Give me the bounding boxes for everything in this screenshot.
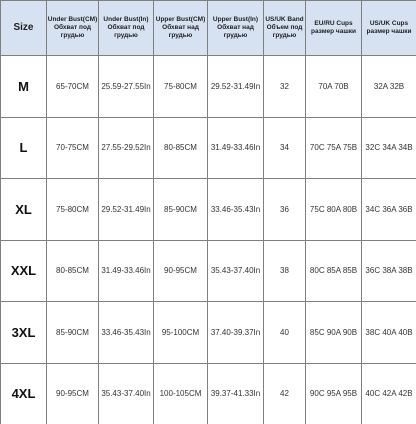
table-row bbox=[1, 302, 416, 364]
table-cell: 29.52-31.49In bbox=[208, 56, 264, 118]
table-row bbox=[1, 117, 416, 179]
table-cell: 35.43-37.40In bbox=[208, 240, 264, 302]
column-header-size bbox=[1, 1, 47, 56]
table-cell: 38 bbox=[264, 240, 306, 302]
column-header-sublabel: Обхват под грудью bbox=[54, 24, 91, 39]
column-header-sublabel: размер чашки bbox=[311, 28, 356, 35]
table-cell: 38C 40A 40B bbox=[362, 302, 416, 364]
table-cell: 100-105CM bbox=[154, 363, 208, 424]
column-header-us-uk-cups bbox=[362, 1, 416, 56]
table-cell: 34 bbox=[264, 117, 306, 179]
column-header-sublabel: Обхват над грудью bbox=[162, 24, 199, 39]
column-header-us-uk-band bbox=[264, 1, 306, 56]
table-cell: 29.52-31.49In bbox=[99, 179, 154, 241]
table-cell: 90-95CM bbox=[154, 240, 208, 302]
column-header-sublabel: Обхват под грудью bbox=[107, 24, 145, 39]
column-header-eu-ru-cups bbox=[306, 1, 362, 56]
table-cell: 36 bbox=[264, 179, 306, 241]
table-cell: 25.59-27.55In bbox=[99, 56, 154, 118]
table-row bbox=[1, 56, 416, 118]
table-cell: 40 bbox=[264, 302, 306, 364]
table-cell: 40C 42A 42B bbox=[362, 363, 416, 424]
table-cell: 90-95CM bbox=[47, 363, 99, 424]
table-row bbox=[1, 363, 416, 424]
column-header-label: US/UK Band bbox=[265, 16, 304, 23]
column-header-label: Under Bust(In) bbox=[103, 16, 149, 23]
table-cell: 31.49-33.46In bbox=[99, 240, 154, 302]
table-cell: 34C 36A 36B bbox=[362, 179, 416, 241]
table-cell: 80-85CM bbox=[47, 240, 99, 302]
table-cell: 70-75CM bbox=[47, 117, 99, 179]
table-cell: 32 bbox=[264, 56, 306, 118]
size-cell: 4XL bbox=[1, 363, 47, 424]
table-cell: 33.46-35.43In bbox=[99, 302, 154, 364]
table-cell: 85-90CM bbox=[47, 302, 99, 364]
table-cell: 80C 85A 85B bbox=[306, 240, 362, 302]
table-row bbox=[1, 240, 416, 302]
table-cell: 35.43-37.40In bbox=[99, 363, 154, 424]
table-cell: 39.37-41.33In bbox=[208, 363, 264, 424]
table-cell: 70A 70B bbox=[306, 56, 362, 118]
table-cell: 75-80CM bbox=[47, 179, 99, 241]
table-cell: 31.49-33.46In bbox=[208, 117, 264, 179]
table-cell: 85-90CM bbox=[154, 179, 208, 241]
table-cell: 33.46-35.43In bbox=[208, 179, 264, 241]
column-header-upper-bust-in bbox=[208, 1, 264, 56]
table-cell: 85C 90A 90B bbox=[306, 302, 362, 364]
column-header-label: Upper Bust(CM) bbox=[155, 16, 206, 23]
table-cell: 37.40-39.37In bbox=[208, 302, 264, 364]
size-cell: L bbox=[1, 117, 47, 179]
table-cell: 75-80CM bbox=[154, 56, 208, 118]
column-header-sublabel: Обхват над грудью bbox=[217, 24, 254, 39]
column-header-label: Upper Bust(In) bbox=[212, 16, 259, 23]
size-cell: 3XL bbox=[1, 302, 47, 364]
column-header-label: Size bbox=[13, 22, 34, 33]
column-header-sublabel: размер чашки bbox=[366, 28, 412, 35]
table-cell: 90C 95A 95B bbox=[306, 363, 362, 424]
size-cell: M bbox=[1, 56, 47, 118]
size-cell: XXL bbox=[1, 240, 47, 302]
header-row bbox=[1, 1, 416, 56]
column-header-sublabel: Объем под грудью bbox=[266, 24, 303, 39]
table-cell: 75C 80A 80B bbox=[306, 179, 362, 241]
table-cell: 36C 38A 38B bbox=[362, 240, 416, 302]
table-cell: 42 bbox=[264, 363, 306, 424]
column-header-label: US/UK Cups bbox=[369, 20, 409, 27]
column-header-label: Under Bust(CM) bbox=[47, 16, 98, 23]
size-cell: XL bbox=[1, 179, 47, 241]
column-header-upper-bust-cm bbox=[154, 1, 208, 56]
table-cell: 32C 34A 34B bbox=[362, 117, 416, 179]
column-header-label: EU/RU Cups bbox=[314, 20, 353, 27]
column-header-under-bust-in bbox=[99, 1, 154, 56]
table-cell: 65-70CM bbox=[47, 56, 99, 118]
table-row bbox=[1, 179, 416, 241]
column-header-under-bust-cm bbox=[47, 1, 99, 56]
table-cell: 70C 75A 75B bbox=[306, 117, 362, 179]
table-cell: 80-85CM bbox=[154, 117, 208, 179]
table-cell: 32A 32B bbox=[362, 56, 416, 118]
table-cell: 95-100CM bbox=[154, 302, 208, 364]
table-cell: 27.55-29.52In bbox=[99, 117, 154, 179]
